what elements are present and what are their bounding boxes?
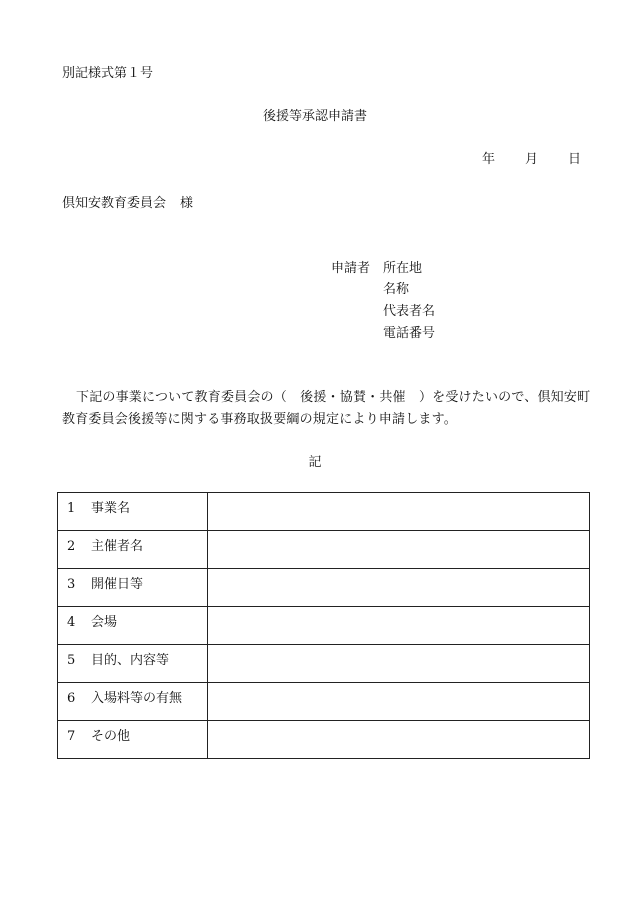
- row-number: 6: [67, 691, 76, 706]
- date-line: [482, 152, 581, 168]
- document-title: 後援等承認申請書: [262, 109, 367, 124]
- table-row: [58, 493, 590, 531]
- applicant-address-label: 所在地: [383, 261, 423, 276]
- addressee-name: 倶知安教育委員会: [62, 196, 167, 211]
- row-label-text: 主催者名: [91, 539, 144, 554]
- row-label-text: その他: [91, 729, 131, 744]
- addressee-honorific: 様: [180, 196, 194, 211]
- row-number: 5: [67, 653, 76, 668]
- applicant-name-label: 名称: [383, 282, 410, 297]
- row-number: 4: [67, 615, 76, 630]
- applicant-representative-label: 代表者名: [383, 304, 436, 319]
- row-label: [58, 645, 208, 683]
- row-label-text: 事業名: [91, 501, 131, 516]
- applicant-phone-label: 電話番号: [383, 326, 436, 341]
- table-row: [58, 569, 590, 607]
- body-text: 下記の事業について教育委員会の（ 後援・協賛・共催 ）を受けたいので、倶知安町教育委員会後援等に関する事務取扱要綱の規定により申請します。: [62, 390, 591, 427]
- row-value-cell[interactable]: [208, 493, 590, 531]
- form-number: 別記様式第１号: [62, 66, 154, 81]
- row-label-text: 入場料等の有無: [91, 691, 183, 706]
- row-value-cell[interactable]: [208, 607, 590, 645]
- row-label-text: 開催日等: [91, 577, 144, 592]
- date-year: 年: [481, 152, 495, 167]
- row-label-text: 会場: [91, 615, 118, 630]
- date-month: 月: [524, 152, 538, 167]
- row-value-cell[interactable]: [208, 645, 590, 683]
- ki-heading: 記: [308, 455, 322, 470]
- addressee: [62, 196, 193, 212]
- table-row: [58, 645, 590, 683]
- items-table: [57, 492, 590, 759]
- row-number: 7: [67, 729, 76, 744]
- row-label: [58, 493, 208, 531]
- table-row: [58, 531, 590, 569]
- row-value-cell[interactable]: [208, 569, 590, 607]
- row-value-cell[interactable]: [208, 721, 590, 759]
- row-number: 3: [67, 577, 76, 592]
- row-label: [58, 607, 208, 645]
- date-day: 日: [567, 152, 581, 167]
- row-label: [58, 569, 208, 607]
- row-label: [58, 683, 208, 721]
- applicant-label: 申請者: [331, 261, 371, 276]
- row-value-cell[interactable]: [208, 531, 590, 569]
- table-row: [58, 683, 590, 721]
- row-label-text: 目的、内容等: [91, 653, 170, 668]
- row-label: [58, 531, 208, 569]
- table-row: [58, 607, 590, 645]
- row-number: 2: [67, 539, 76, 554]
- table-row: [58, 721, 590, 759]
- row-label: [58, 721, 208, 759]
- row-number: 1: [67, 501, 76, 516]
- row-value-cell[interactable]: [208, 683, 590, 721]
